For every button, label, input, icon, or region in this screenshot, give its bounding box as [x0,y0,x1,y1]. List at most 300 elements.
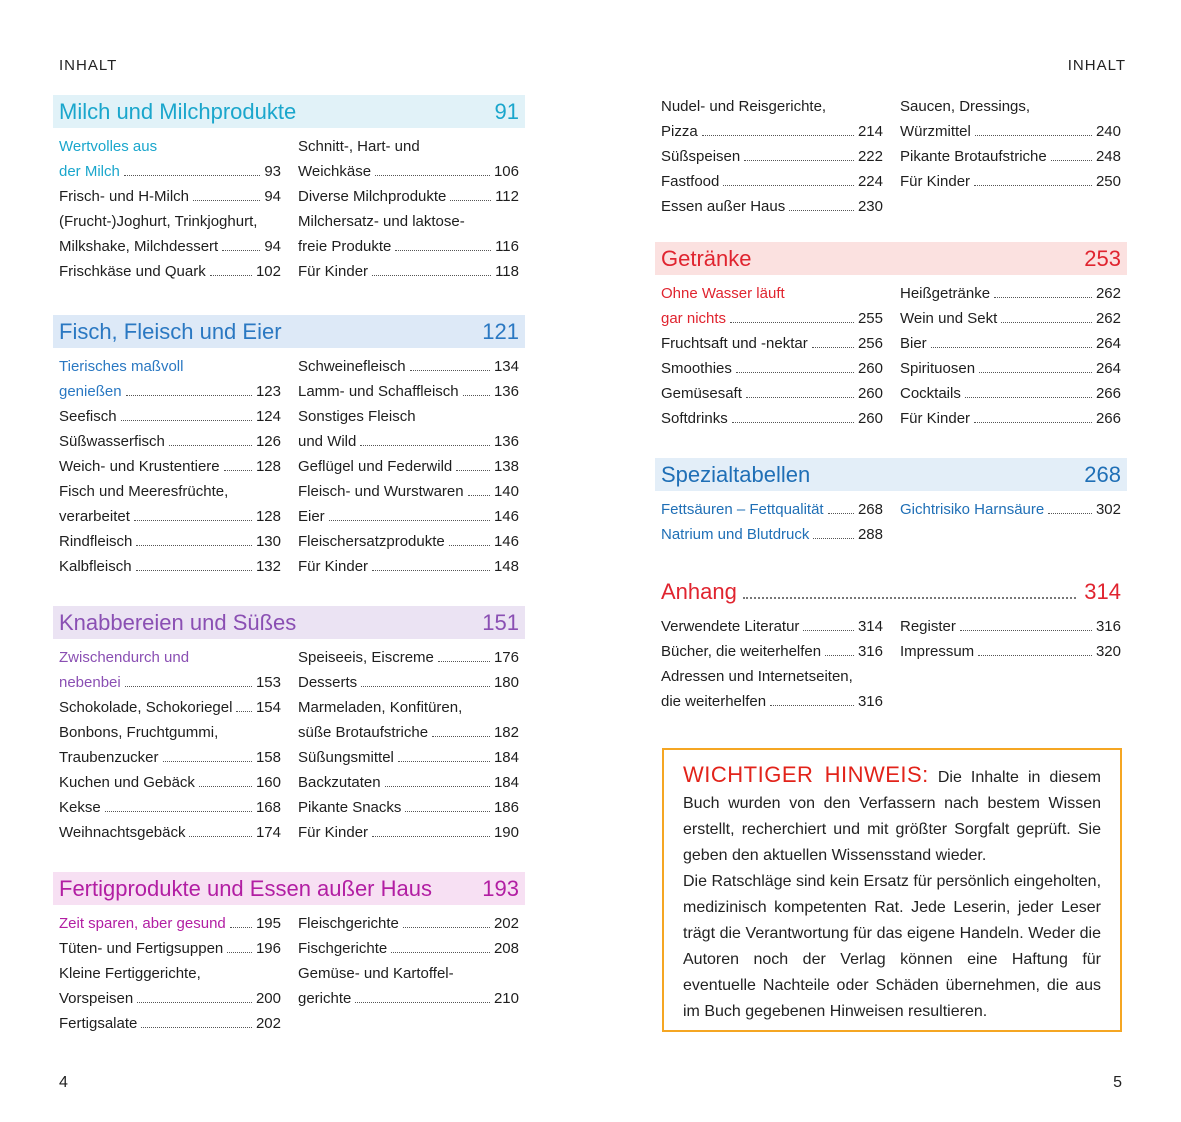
toc-entry-line [298,820,519,845]
toc-entry[interactable] [59,134,281,184]
toc-entry-title: Fettsäuren – Fettqualität [661,501,824,518]
toc-entry-title: Softdrinks [661,410,728,427]
toc-entry-line [59,554,281,579]
dot-leader [730,322,854,323]
toc-entry[interactable] [661,664,883,714]
dot-leader [974,422,1092,423]
toc-entry-page: 288 [857,526,883,543]
toc-entry-line [59,479,281,504]
entry-columns [655,608,1127,714]
toc-entry-title: Süßwasserfisch [59,433,165,450]
toc-entry-page: 222 [857,148,883,165]
toc-entry[interactable] [900,281,1121,306]
toc-entry-title: süße Brotaufstriche [298,724,429,741]
toc-entry-line [59,1011,281,1036]
toc-entry[interactable] [661,381,883,406]
toc-entry-line [900,331,1121,356]
dot-leader [372,275,491,276]
toc-entry-line [59,936,281,961]
entry-columns [53,348,525,579]
toc-entry[interactable] [59,1011,281,1036]
toc-entry-page: 134 [493,358,519,375]
toc-entry[interactable] [59,259,281,284]
toc-entry-title: Bonbons, Fruchtgummi, [59,724,219,741]
entry-column-left [59,911,281,1036]
toc-entry-title: Geflügel und Federwild [298,458,453,475]
dot-leader [163,761,252,762]
toc-entry-title: Register [900,618,956,635]
dot-leader [736,372,854,373]
toc-entry-title: nebenbei [59,674,121,691]
dot-leader [468,495,490,496]
toc-entry-line [298,670,519,695]
toc-entry-page: 94 [264,238,281,255]
toc-entry-title: Tüten- und Fertigsuppen [59,940,224,957]
toc-entry-title: Zwischendurch und [59,649,190,666]
toc-entry-title: Weihnachtsgebäck [59,824,186,841]
dot-leader [828,513,854,514]
toc-entry-line [661,331,883,356]
toc-entry-page: 136 [493,433,519,450]
dot-leader [449,545,490,546]
entry-column-right [900,94,1121,219]
dot-leader [189,836,252,837]
toc-entry-page: 182 [493,724,519,741]
toc-entry-page: 146 [493,508,519,525]
toc-entry-line [298,454,519,479]
toc-entry-page: 130 [255,533,281,550]
toc-entry-page: 154 [255,699,281,716]
section-page-number: 91 [494,99,519,124]
toc-entry[interactable] [59,429,281,454]
toc-entry-title: Kekse [59,799,101,816]
toc-entry[interactable] [298,134,519,184]
dot-leader [193,200,260,201]
left-page [0,0,590,1122]
toc-entry[interactable] [900,169,1121,194]
toc-entry[interactable] [900,614,1121,639]
dot-leader [432,736,490,737]
toc-entry-title: Seefisch [59,408,117,425]
page-number: 4 [59,1074,68,1091]
toc-entry-title: Kalbfleisch [59,558,132,575]
toc-entry-page: 195 [255,915,281,932]
entry-columns [655,94,1127,219]
toc-entry[interactable] [661,614,883,639]
toc-entry[interactable] [298,936,519,961]
toc-entry[interactable] [59,354,281,404]
toc-entry-title: Weichkäse [298,163,372,180]
toc-entry-line [59,820,281,845]
dot-leader [375,175,490,176]
toc-entry-title: Für Kinder [298,558,369,575]
toc-entry[interactable] [661,194,883,219]
toc-entry[interactable] [59,936,281,961]
toc-entry-title: genießen [59,383,122,400]
toc-entry[interactable] [298,820,519,845]
toc-entry-line [298,554,519,579]
toc-entry[interactable] [59,645,281,695]
section-heading[interactable] [53,606,525,639]
toc-entry[interactable] [298,911,519,936]
toc-entry[interactable] [298,354,519,379]
section-heading[interactable] [53,95,525,128]
toc-entry-title: Fertigsalate [59,1015,138,1032]
toc-entry-line [59,379,281,404]
toc-entry[interactable] [661,639,883,664]
toc-entry-line [59,209,281,234]
toc-entry[interactable] [59,770,281,795]
toc-entry-page: 200 [255,990,281,1007]
toc-entry-page: 266 [1095,385,1121,402]
dot-leader [136,570,252,571]
dot-leader [199,786,252,787]
toc-entry-line [59,134,281,159]
toc-entry-line [298,770,519,795]
toc-entry-page: 102 [255,263,281,280]
toc-entry[interactable] [298,770,519,795]
toc-entry-page: 146 [493,533,519,550]
toc-entry-page: 106 [493,163,519,180]
toc-entry[interactable] [900,331,1121,356]
toc-entry[interactable] [298,745,519,770]
section-page-number: 253 [1084,246,1121,271]
toc-entry-title: Sonstiges Fleisch [298,408,416,425]
dot-leader [403,927,490,928]
toc-entry-title: Gemüsesaft [661,385,742,402]
dot-leader [121,420,252,421]
dot-leader [236,711,252,712]
toc-entry[interactable] [900,497,1121,522]
toc-entry-line [298,745,519,770]
dot-leader [450,200,491,201]
toc-entry-line [59,695,281,720]
toc-entry-title: Wein und Sekt [900,310,998,327]
toc-entry[interactable] [298,209,519,259]
entry-column-left [661,614,883,714]
toc-entry[interactable] [298,961,519,1011]
toc-entry-title: Für Kinder [298,824,369,841]
entry-column-left [661,94,883,219]
entry-columns [655,275,1127,431]
entry-column-right [298,354,519,579]
section-heading[interactable] [655,242,1127,275]
toc-entry[interactable] [298,695,519,745]
toc-entry-line [298,986,519,1011]
toc-entry-title: Marmeladen, Konfitüren, [298,699,463,716]
toc-entry-page: 210 [493,990,519,1007]
section-page-number: 268 [1084,462,1121,487]
toc-entry-line [900,381,1121,406]
dot-leader [975,135,1092,136]
toc-entry-title: die weiterhelfen [661,693,767,710]
toc-entry-line [298,184,519,209]
toc-entry-title: Für Kinder [900,173,971,190]
toc-entry-page: 302 [1095,501,1121,518]
toc-entry-title: Tierisches maßvoll [59,358,184,375]
dot-leader [141,1027,252,1028]
toc-entry[interactable] [900,144,1121,169]
toc-entry-page: 148 [493,558,519,575]
toc-entry-line [298,795,519,820]
toc-entry-line [661,281,883,306]
dot-leader [169,445,252,446]
toc-entry-page: 320 [1095,643,1121,660]
toc-entry-title: Vorspeisen [59,990,134,1007]
toc-entry-line [298,529,519,554]
toc-entry[interactable] [900,94,1121,144]
toc-entry-title: Backzutaten [298,774,381,791]
toc-entry-page: 160 [255,774,281,791]
toc-entry-page: 184 [493,749,519,766]
toc-entry[interactable] [59,720,281,770]
toc-entry-line [900,356,1121,381]
dot-leader [210,275,252,276]
dot-leader [372,836,490,837]
toc-entry-page: 255 [857,310,883,327]
toc-entry[interactable] [59,454,281,479]
toc-entry-line [298,379,519,404]
dot-leader [456,470,490,471]
toc-entry-title: Gemüse- und Kartoffel- [298,965,454,982]
toc-entry-page: 118 [495,263,519,280]
toc-entry[interactable] [661,144,883,169]
toc-entry-title: Fastfood [661,173,720,190]
toc-entry[interactable] [59,529,281,554]
toc-entry-title: gar nichts [661,310,727,327]
toc-entry-page: 176 [493,649,519,666]
entry-column-right [298,645,519,845]
dot-leader [137,1002,252,1003]
toc-entry-line [661,406,883,431]
toc-entry[interactable] [661,356,883,381]
toc-entry[interactable] [298,184,519,209]
toc-entry-page: 208 [493,940,519,957]
section-page-number: 121 [482,319,519,344]
toc-entry-line [59,961,281,986]
dot-leader [994,297,1092,298]
toc-entry-title: Fisch und Meeresfrüchte, [59,483,229,500]
toc-entry-page: 224 [857,173,883,190]
toc-entry[interactable] [900,306,1121,331]
section-page-number: 151 [482,610,519,635]
toc-entry-page: 264 [1095,360,1121,377]
toc-entry-title: Spirituosen [900,360,976,377]
dot-leader [1001,322,1092,323]
section-title: Anhang [661,579,737,604]
important-notice-box [662,748,1122,1032]
section-milch [53,95,525,284]
dot-leader [931,347,1092,348]
toc-entry-line [59,670,281,695]
toc-entry-title: Gichtrisiko Harnsäure [900,501,1045,518]
toc-entry-page: 123 [255,383,281,400]
toc-entry[interactable] [298,454,519,479]
toc-entry-line [900,406,1121,431]
toc-entry-title: Adressen und Internetseiten, [661,668,853,685]
toc-entry[interactable] [298,379,519,404]
toc-entry[interactable] [900,406,1121,431]
toc-entry[interactable] [661,331,883,356]
dot-leader [372,570,490,571]
toc-entry-line [661,169,883,194]
section-spezial [655,458,1127,547]
toc-entry-line [298,645,519,670]
section-title: Fertigprodukte und Essen außer Haus [59,876,432,901]
toc-entry-line [298,720,519,745]
dot-leader [1051,160,1092,161]
toc-entry[interactable] [661,281,883,331]
toc-entry[interactable] [298,404,519,454]
toc-entry[interactable] [900,639,1121,664]
toc-entry-line [298,911,519,936]
toc-entry-line [298,504,519,529]
toc-entry-line [661,614,883,639]
dot-leader [743,597,1076,599]
toc-entry[interactable] [900,356,1121,381]
toc-entry-line [900,639,1121,664]
toc-entry-line [661,689,883,714]
toc-entry-page: 190 [493,824,519,841]
dot-leader [979,372,1092,373]
toc-entry-title: Diverse Milchprodukte [298,188,447,205]
toc-entry-line [59,529,281,554]
toc-entry-line [661,664,883,689]
entry-column-right [298,134,519,284]
toc-entry-title: Essen außer Haus [661,198,786,215]
toc-entry-title: Würzmittel [900,123,971,140]
section-heading[interactable] [655,575,1127,608]
toc-entry[interactable] [59,404,281,429]
toc-entry[interactable] [59,184,281,209]
toc-entry-line [298,259,519,284]
toc-entry-title: Desserts [298,674,358,691]
toc-entry-line [900,306,1121,331]
page-number: 5 [1113,1074,1122,1091]
section-heading[interactable] [53,872,525,905]
toc-entry[interactable] [298,479,519,504]
toc-entry[interactable] [661,522,883,547]
toc-entry-title: Fischgerichte [298,940,388,957]
toc-entry-line [59,986,281,1011]
toc-entry[interactable] [59,554,281,579]
toc-entry-page: 153 [255,674,281,691]
toc-entry-title: Wertvolles aus [59,138,158,155]
toc-entry[interactable] [298,554,519,579]
entry-columns [53,639,525,845]
toc-entry-page: 124 [255,408,281,425]
toc-entry-page: 248 [1095,148,1121,165]
right-page [590,0,1181,1122]
toc-entry[interactable] [298,504,519,529]
dot-leader [702,135,854,136]
dot-leader [136,545,252,546]
toc-entry-page: 250 [1095,173,1121,190]
toc-entry[interactable] [59,911,281,936]
toc-entry-line [298,479,519,504]
toc-entry[interactable] [661,406,883,431]
entry-columns [655,491,1127,547]
toc-entry-line [900,144,1121,169]
dot-leader [438,661,490,662]
toc-entry-page: 94 [264,188,281,205]
toc-entry-title: Lamm- und Schaffleisch [298,383,459,400]
toc-entry-page: 136 [493,383,519,400]
toc-entry[interactable] [661,169,883,194]
toc-entry[interactable] [59,209,281,259]
toc-entry-page: 174 [255,824,281,841]
toc-entry[interactable] [59,820,281,845]
toc-entry-page: 202 [255,1015,281,1032]
dot-leader [803,630,854,631]
toc-entry-page: 264 [1095,335,1121,352]
toc-entry[interactable] [59,795,281,820]
toc-entry-page: 196 [255,940,281,957]
entry-column-right [900,497,1121,547]
section-title: Spezialtabellen [661,462,811,487]
section-heading[interactable] [53,315,525,348]
section-page-number: 193 [482,876,519,901]
section-title: Getränke [661,246,752,271]
toc-entry[interactable] [298,645,519,670]
dot-leader [825,655,854,656]
toc-entry[interactable] [900,381,1121,406]
section-fertig [53,872,525,1036]
dot-leader [391,952,490,953]
toc-entry[interactable] [298,795,519,820]
toc-entry-line [59,720,281,745]
toc-entry-line [298,159,519,184]
toc-entry-page: 180 [493,674,519,691]
toc-entry[interactable] [298,259,519,284]
toc-entry-title: und Wild [298,433,357,450]
toc-entry-title: Zeit sparen, aber gesund [59,915,226,932]
section-title: Knabbereien und Süßes [59,610,297,635]
toc-entry-title: Milchersatz- und laktose- [298,213,465,230]
toc-entry-title: Pikante Brotaufstriche [900,148,1047,165]
toc-entry[interactable] [661,497,883,522]
dot-leader [463,395,490,396]
dot-leader [355,1002,490,1003]
dot-leader [126,395,252,396]
entry-column-right [900,614,1121,714]
toc-entry-line [298,429,519,454]
section-heading[interactable] [655,458,1127,491]
toc-entry-title: Ohne Wasser läuft [661,285,785,302]
toc-entry[interactable] [59,479,281,529]
toc-entry-title: Fleischersatzprodukte [298,533,445,550]
toc-entry-page: 314 [857,618,883,635]
toc-entry-line [661,522,883,547]
toc-entry[interactable] [59,695,281,720]
toc-entry-page: 126 [255,433,281,450]
toc-entry[interactable] [298,670,519,695]
toc-entry-page: 256 [857,335,883,352]
toc-entry[interactable] [298,529,519,554]
notice-body: Die Inhalte in diesem Buch wurden von den Verfassern nach bestem Wissen erstellt, recherchiert und mit größter Sorgfalt geprüft. Sie geben den aktuellen Wissensstand wieder. [683,769,1102,864]
toc-entry-line [59,745,281,770]
toc-entry-line [59,770,281,795]
toc-entry-line [59,911,281,936]
entry-column-right [298,911,519,1036]
dot-leader [134,520,252,521]
toc-entry[interactable] [661,94,883,144]
dot-leader [105,811,252,812]
toc-entry[interactable] [59,961,281,1011]
notice-title: WICHTIGER HINWEIS: [683,762,929,787]
toc-entry-line [59,645,281,670]
dot-leader [1048,513,1092,514]
